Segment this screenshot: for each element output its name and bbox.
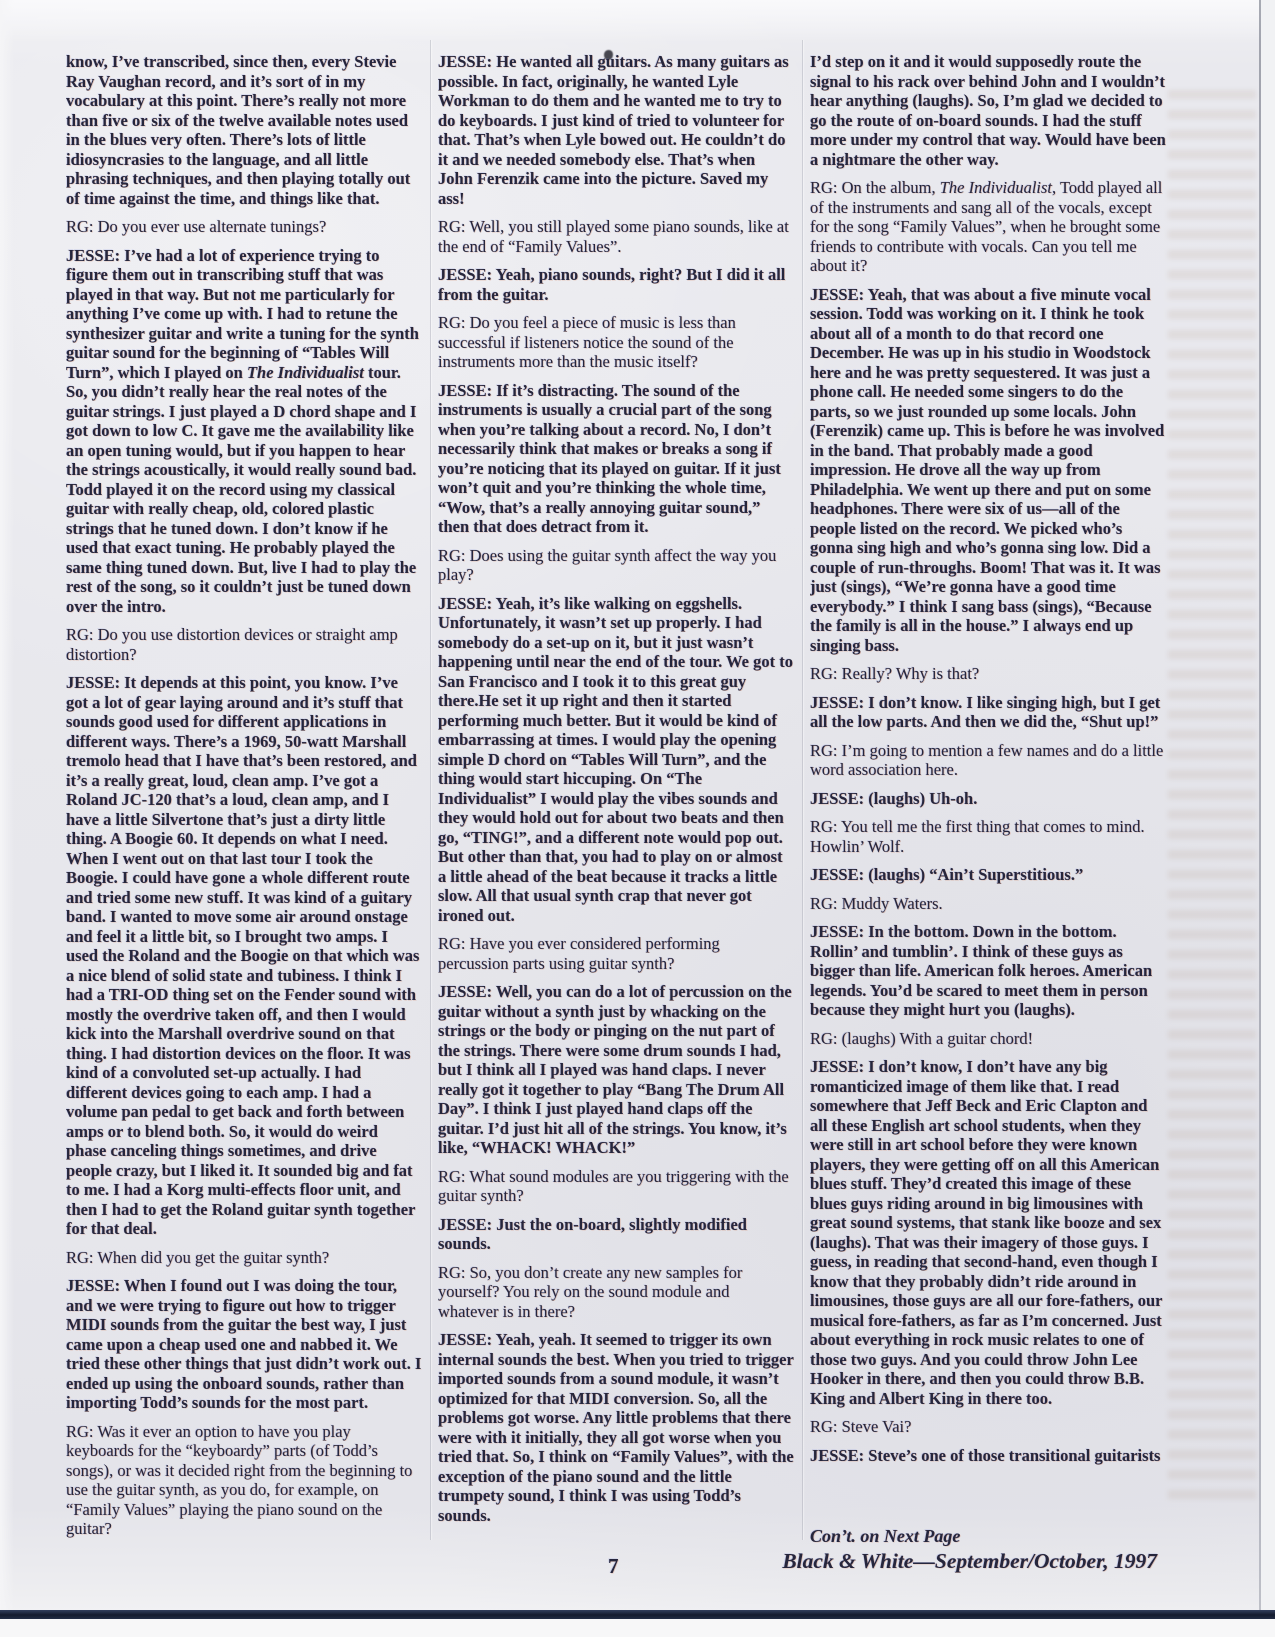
- interviewee-answer: JESSE: Steve’s one of those transitional guitarists: [810, 1445, 1161, 1465]
- article-body: [66, 52, 1166, 1548]
- interviewer-question: RG: Steve Vai?: [810, 1417, 912, 1436]
- interviewer-question: RG: I’m going to mention a few names and do a little word association here.: [810, 740, 1164, 779]
- interviewer-question: RG: Do you use distortion devices or straight amp distortion?: [66, 625, 398, 664]
- interviewee-answer: JESSE: It depends at this point, you know. I’ve got a lot of gear laying around and it’s stuff that sounds good used for different applications in different ways. There’s a 1969, 50-watt Marshall tremolo head that I have that’s been restored, and it’s a really great, loud, clean amp. I’ve got a Roland JC-120 that’s a loud, clean amp, and I have a little Silvertone that’s just a dirty little thing. A Boogie 60. It depends on what I need. When I went out on that last tour I took the Boogie. I could have gone a whole different route and tried some new stuff. It was kind of a guitary band. I wanted to move some air around onstage and feel it a little bit, so I brought two amps. I used the Roland and the Boogie on that which was a nice blend of solid state and tubiness. I think I had a TRI-OD thing set on the Fender sound with mostly the overdrive taken off, and then I would kick into the Marshall overdrive sound on that thing. I had distortion devices on the floor. It was kind of a convoluted set-up actually. I had different devices going to each amp. I had a volume pan pedal to get back and forth between amps or to blend both. So, it would do weird phase canceling things sometimes, and drive people crazy, but I liked it. It sounded big and fat to me. I had a Korg multi-effects floor unit, and then I had to get the Roland guitar synth together for that deal.: [66, 673, 420, 1238]
- interviewer-question: RG: Well, you still played some piano sounds, like at the end of “Family Values”.: [438, 217, 789, 256]
- column-1: [66, 52, 422, 1548]
- interviewer-question: RG: Do you feel a piece of music is less than successful if listeners notice the sound of the instruments more than the music itself?: [438, 313, 736, 371]
- interviewer-question: RG: Do you ever use alternate tunings?: [66, 217, 327, 236]
- page-right-edge-line: [1259, 0, 1261, 1612]
- magazine-title: Black & White: [782, 1549, 914, 1573]
- interviewee-answer: JESSE: (laughs) “Ain’t Superstitious.”: [810, 865, 1084, 884]
- page-right-edge: [1261, 0, 1275, 1612]
- interviewee-answer: JESSE: He wanted all guitars. As many guitars as possible. In fact, originally, he wanted Lyle Workman to do them and he wanted me to try to do keyboards. I just kind of tried to volunteer for that. That’s when Lyle bowed out. He couldn’t do it and we needed somebody else. That’s when John Ferenzik came into the picture. Saved my ass!: [438, 52, 789, 208]
- interviewee-answer: JESSE: Well, you can do a lot of percussion on the guitar without a synth just by whacking on the strings or the body or pinging on the nut part of the strings. There were some drum sounds I had, but I think all I played was hand claps. I never really got it together to play “Bang The Drum All Day”. I think I just played hand claps off the guitar. I’d just hit all of the strings. You know, it’s like, “WHACK! WHACK!”: [438, 982, 792, 1157]
- page-number: 7: [608, 1554, 619, 1578]
- column-2: [438, 52, 794, 1548]
- interviewee-answer: JESSE: I’ve had a lot of experience trying to figure them out in transcribing stuff that was played in that way. But not me particularly for anything I’ve come up with. I had to retune the synthesizer guitar and write a tuning for the synth guitar sound for the beginning of “Tables Will Turn”, which I played on The Individualist tour. So, you didn’t really hear the real notes of the guitar strings. I just played a D chord shape and I got down to low C. It gave me the availability like an open tuning would, but if you happen to hear the strings acoustically, it would really sound bad. Todd played it on the record using my classical guitar with really cheap, old, colored plastic strings that he tuned down. I don’t know if he used that exact tuning. He probably played the same thing tuned down. But, live I had to play the rest of the song, so it couldn’t just be tuned down over the intro.: [66, 245, 419, 616]
- scan-edge-bottom-band: [0, 1610, 1275, 1619]
- issue-date: —September/October, 1997: [913, 1549, 1157, 1573]
- interviewer-question: RG: So, you don’t create any new samples for yourself? You rely on the sound module and whatever is in there?: [438, 1262, 743, 1321]
- footer-magazine-line: [782, 1549, 1157, 1574]
- interviewee-answer: JESSE: Just the on-board, slightly modified sounds.: [438, 1214, 747, 1253]
- scan-edge-left: [0, 0, 14, 1637]
- interviewee-answer: JESSE: Yeah, piano sounds, right? But I did it all from the guitar.: [438, 265, 786, 304]
- interviewee-answer: JESSE: I don’t know. I like singing high, but I get all the low parts. And then we did the, “Shut up!”: [810, 692, 1161, 731]
- interviewee-answer: JESSE: Yeah, that was about a five minute vocal session. Todd was working on it. I think he took about all of a month to do that record one December. He was up in his studio in Woodstock here and he was pretty sequestered. It was just a phone call. He needed some singers to do the parts, so we just rounded up some locals. John (Ferenzik) came up. This is before he was involved in the band. That probably made a good impression. He drove all the way up from Philadelphia. We went up there and put on some headphones. There were six of us—all of the people listed on the record. We picked who’s gonna sing high and who’s gonna sing low. Did a couple of run-throughs. Boom! That was it. It was just (sings), “We’re gonna have a good time everybody.” I think I sang bass (sings), “Because the family is all in the house.” I always end up singing bass.: [810, 284, 1165, 655]
- interviewee-answer: JESSE: In the bottom. Down in the bottom. Rollin’ and tumblin’. I think of these guys as bigger than life. American folk heroes. American legends. You’d be scared to meet them in person because they might hurt you (laughs).: [810, 922, 1153, 1019]
- continuation-note: Con’t. on Next Page: [810, 1525, 961, 1546]
- interviewer-question: RG: When did you get the guitar synth?: [66, 1247, 330, 1267]
- interviewee-answer: know, I’ve transcribed, since then, every Stevie Ray Vaughan record, and it’s sort of in my vocabulary at this point. There’s really not more than five or six of the twelve available notes used in the blues very often. There’s lots of little idiosyncrasies to the language, and all little phrasing techniques, and then playing totally out of time against the time, and things like that.: [66, 52, 411, 208]
- interviewee-answer: JESSE: (laughs) Uh-oh.: [810, 788, 978, 808]
- interviewer-question: RG: (laughs) With a guitar chord!: [810, 1028, 1034, 1048]
- scan-edge-top: [0, 0, 1275, 42]
- interviewee-answer: JESSE: Yeah, yeah. It seemed to trigger its own internal sounds the best. When you tried to trigger imported sounds from a sound module, it wasn’t optimized for that MIDI conversion. So, all the problems got worse. Any little problems that there were with it initially, they all got worse when you tried that. So, I think on “Family Values”, with the exception of the piano sound and the little trumpety sound, I think I was using Todd’s sounds.: [438, 1330, 794, 1525]
- interviewer-question: RG: What sound modules are you triggering with the guitar synth?: [438, 1166, 789, 1205]
- interviewer-question: RG: On the album, The Individualist, Todd played all of the instruments and sang all of the vocals, except for the song “Family Values”, when he brought some friends to contribute with vocals. Can you tell me about it?: [810, 178, 1163, 275]
- interviewee-answer: JESSE: When I found out I was doing the tour, and we were trying to figure out how to trigger MIDI sounds from the guitar the best way, I just came upon a cheap used one and nabbed it. We tried these other things that just didn’t work out. I ended up using the onboard sounds, rather than importing Todd’s sounds for the most part.: [66, 1276, 422, 1412]
- bleed-through-ghost-text: [1168, 90, 1256, 1500]
- interviewer-question: RG: Does using the guitar synth affect the way you play?: [438, 545, 777, 584]
- interviewee-answer: I’d step on it and it would supposedly route the signal to his rack over behind John and I wouldn’t hear anything (laughs). So, I’m glad we decided to go the route of on-board sounds. I had the stuff more under my control that way. Would have been a nightmare the other way.: [810, 52, 1166, 169]
- scan-edge-bottom-paper: [0, 1619, 1275, 1637]
- interviewer-question: RG: You tell me the first thing that comes to mind. Howlin’ Wolf.: [810, 817, 1145, 856]
- interviewee-answer: JESSE: I don’t know, I don’t have any big romanticized image of them like that. I read somewhere that Jeff Beck and Eric Clapton and all these English art school students, when they were still in art school before they were known players, they were getting off on all this American blues stuff. They’d created this image of these blues guys riding around in big limousines with great sound systems, that stank like booze and sex (laughs). That was their imagery of those guys. I guess, in reading that second-hand, even though I know that they probably didn’t ride around in limousines, those guys are all our fore-fathers, our musical fore-fathers, as far as I’m concerned. Just about everything in rock music relates to one of those two guys. And you could throw John Lee Hooker in there, and then you could throw B.B. King and Albert King in there too.: [810, 1057, 1163, 1408]
- column-3: [810, 52, 1166, 1548]
- interviewee-answer: JESSE: If it’s distracting. The sound of the instruments is usually a crucial part of the song when you’re talking about a record. No, I don’t necessarily think that makes or breaks a song if you’re noticing that its played on guitar. If it just won’t quit and you’re thinking the whole time, “Wow, that’s a really annoying guitar sound,” then that does detract from it.: [438, 380, 781, 536]
- interviewer-question: RG: Was it ever an option to have you play keyboards for the “keyboardy” parts (of Todd’s songs), or was it decided right from the beginning to use the guitar synth, as you do, for example, on “Family Values” playing the piano sound on the guitar?: [66, 1421, 413, 1538]
- interviewer-question: RG: Really? Why is that?: [810, 664, 980, 683]
- interviewee-answer: JESSE: Yeah, it’s like walking on eggshells. Unfortunately, it wasn’t set up properly. I had somebody do a set-up on it, but it just wasn’t happening until near the end of the tour. We got to San Francisco and I took it to this great guy there.He set it up right and then it started performing much better. But it would be kind of embarrassing at times. I would play the opening simple D chord on “Tables Will Turn”, and the thing would start hiccuping. On “The Individualist” I would play the vibes sounds and they would hold out for about two beats and then go, “TING!”, and a different note would pop out. But other than that, you had to play on or almost a little ahead of the beat because it tracks a little slow. All that usual synth crap that never got ironed out.: [438, 593, 793, 925]
- interviewer-question: RG: Have you ever considered performing percussion parts using guitar synth?: [438, 934, 720, 973]
- interviewer-question: RG: Muddy Waters.: [810, 893, 943, 913]
